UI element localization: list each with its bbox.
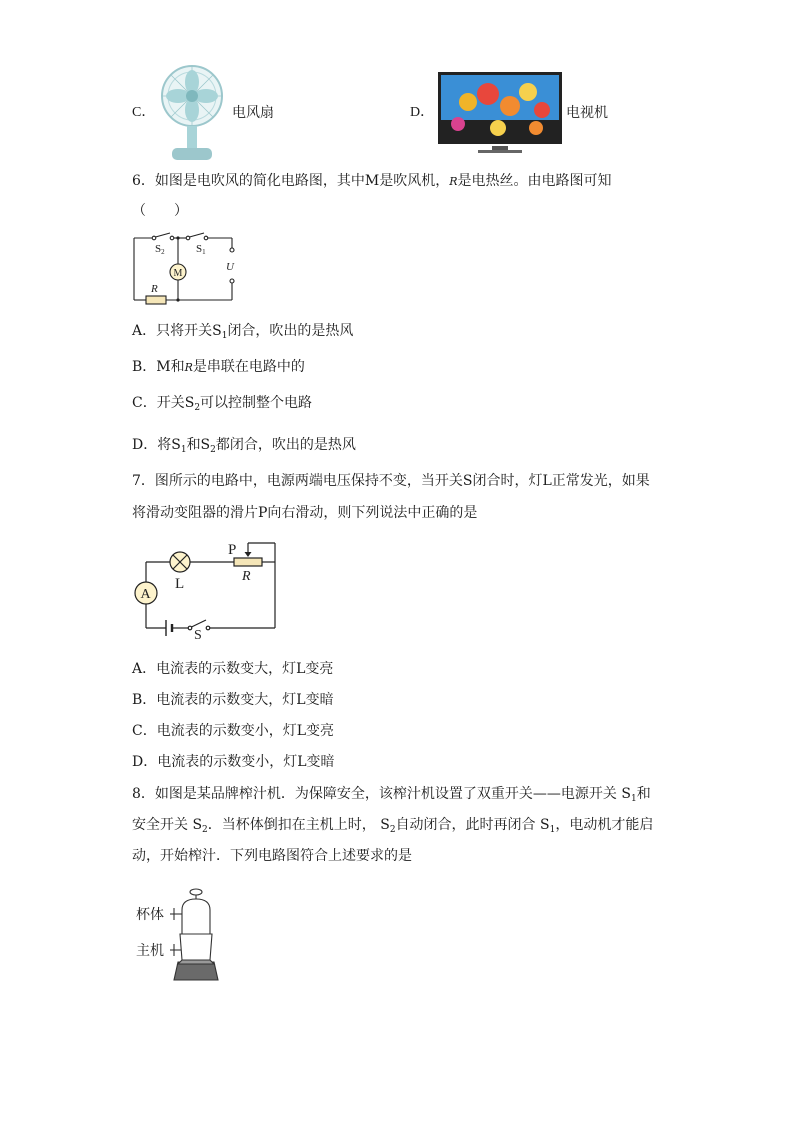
- q6-circuit-diagram: [128, 230, 240, 306]
- q7-option-d: D．电流表的示数变小，灯L变暗: [132, 754, 335, 770]
- q6-option-c: C．开关$S_2$可以控制整个电路: [132, 395, 313, 413]
- q6-stem-line1: 6．如图是电吹风的简化电路图，其中M是吹风机，R是电热丝。由电路图可知: [132, 173, 612, 189]
- q7-stem-line1: 7．图所示的电路中，电源两端电压保持不变，当开关S闭合时，灯L正常发光，如果: [132, 473, 650, 489]
- q7-label-p: P: [228, 542, 237, 558]
- q6-label-s2: S2: [155, 243, 165, 256]
- option-c-letter: C．: [132, 105, 156, 120]
- q6-label-s1: S1: [196, 243, 206, 256]
- q7-label-l: L: [175, 576, 185, 592]
- q7-stem-line2: 将滑动变阻器的滑片P向右滑动，则下列说法中正确的是: [132, 505, 478, 521]
- q7-label-s: S: [194, 628, 202, 643]
- fan-image: [160, 64, 224, 162]
- q8-stem-line2: 安全开关 $S_2$．当杯体倒扣在主机上时， $S_2$自动闭合，此时再闭合 $S_1$，电动机才能启: [132, 817, 654, 835]
- q7-circuit-diagram: [130, 538, 280, 643]
- option-d-label: 电视机: [566, 105, 608, 121]
- q8-label-cup: 杯体: [136, 907, 164, 923]
- juicer-figure: [160, 884, 220, 984]
- option-c-label: 电风扇: [232, 105, 274, 121]
- q6-stem-line2: （ ）: [132, 203, 188, 219]
- q6-option-a: A．只将开关$S_1$闭合，吹出的是热风: [132, 323, 354, 341]
- q7-option-c: C．电流表的示数变小，灯L变亮: [132, 723, 335, 739]
- q8-stem-line3: 动，开始榨汁．下列电路图符合上述要求的是: [132, 848, 412, 864]
- q6-option-b: B．M和R是串联在电路中的: [132, 359, 305, 375]
- tv-image: [438, 72, 562, 154]
- q6-label-m: M: [173, 268, 183, 279]
- q6-label-r: R: [151, 283, 158, 295]
- q8-label-base: 主机: [136, 943, 164, 959]
- option-d-letter: D．: [410, 105, 435, 120]
- q7-label-r: R: [242, 569, 251, 584]
- q7-option-a: A．电流表的示数变大，灯L变亮: [132, 661, 334, 677]
- q7-label-a: A: [140, 587, 151, 602]
- q6-label-u: U: [226, 261, 234, 273]
- q7-option-b: B．电流表的示数变大，灯L变暗: [132, 692, 334, 708]
- q6-option-d: D．将$S_1$和$S_2$都闭合，吹出的是热风: [132, 437, 356, 455]
- q8-stem-line1: 8．如图是某品牌榨汁机．为保障安全，该榨汁机设置了双重开关——电源开关 $S_1$和: [132, 786, 651, 804]
